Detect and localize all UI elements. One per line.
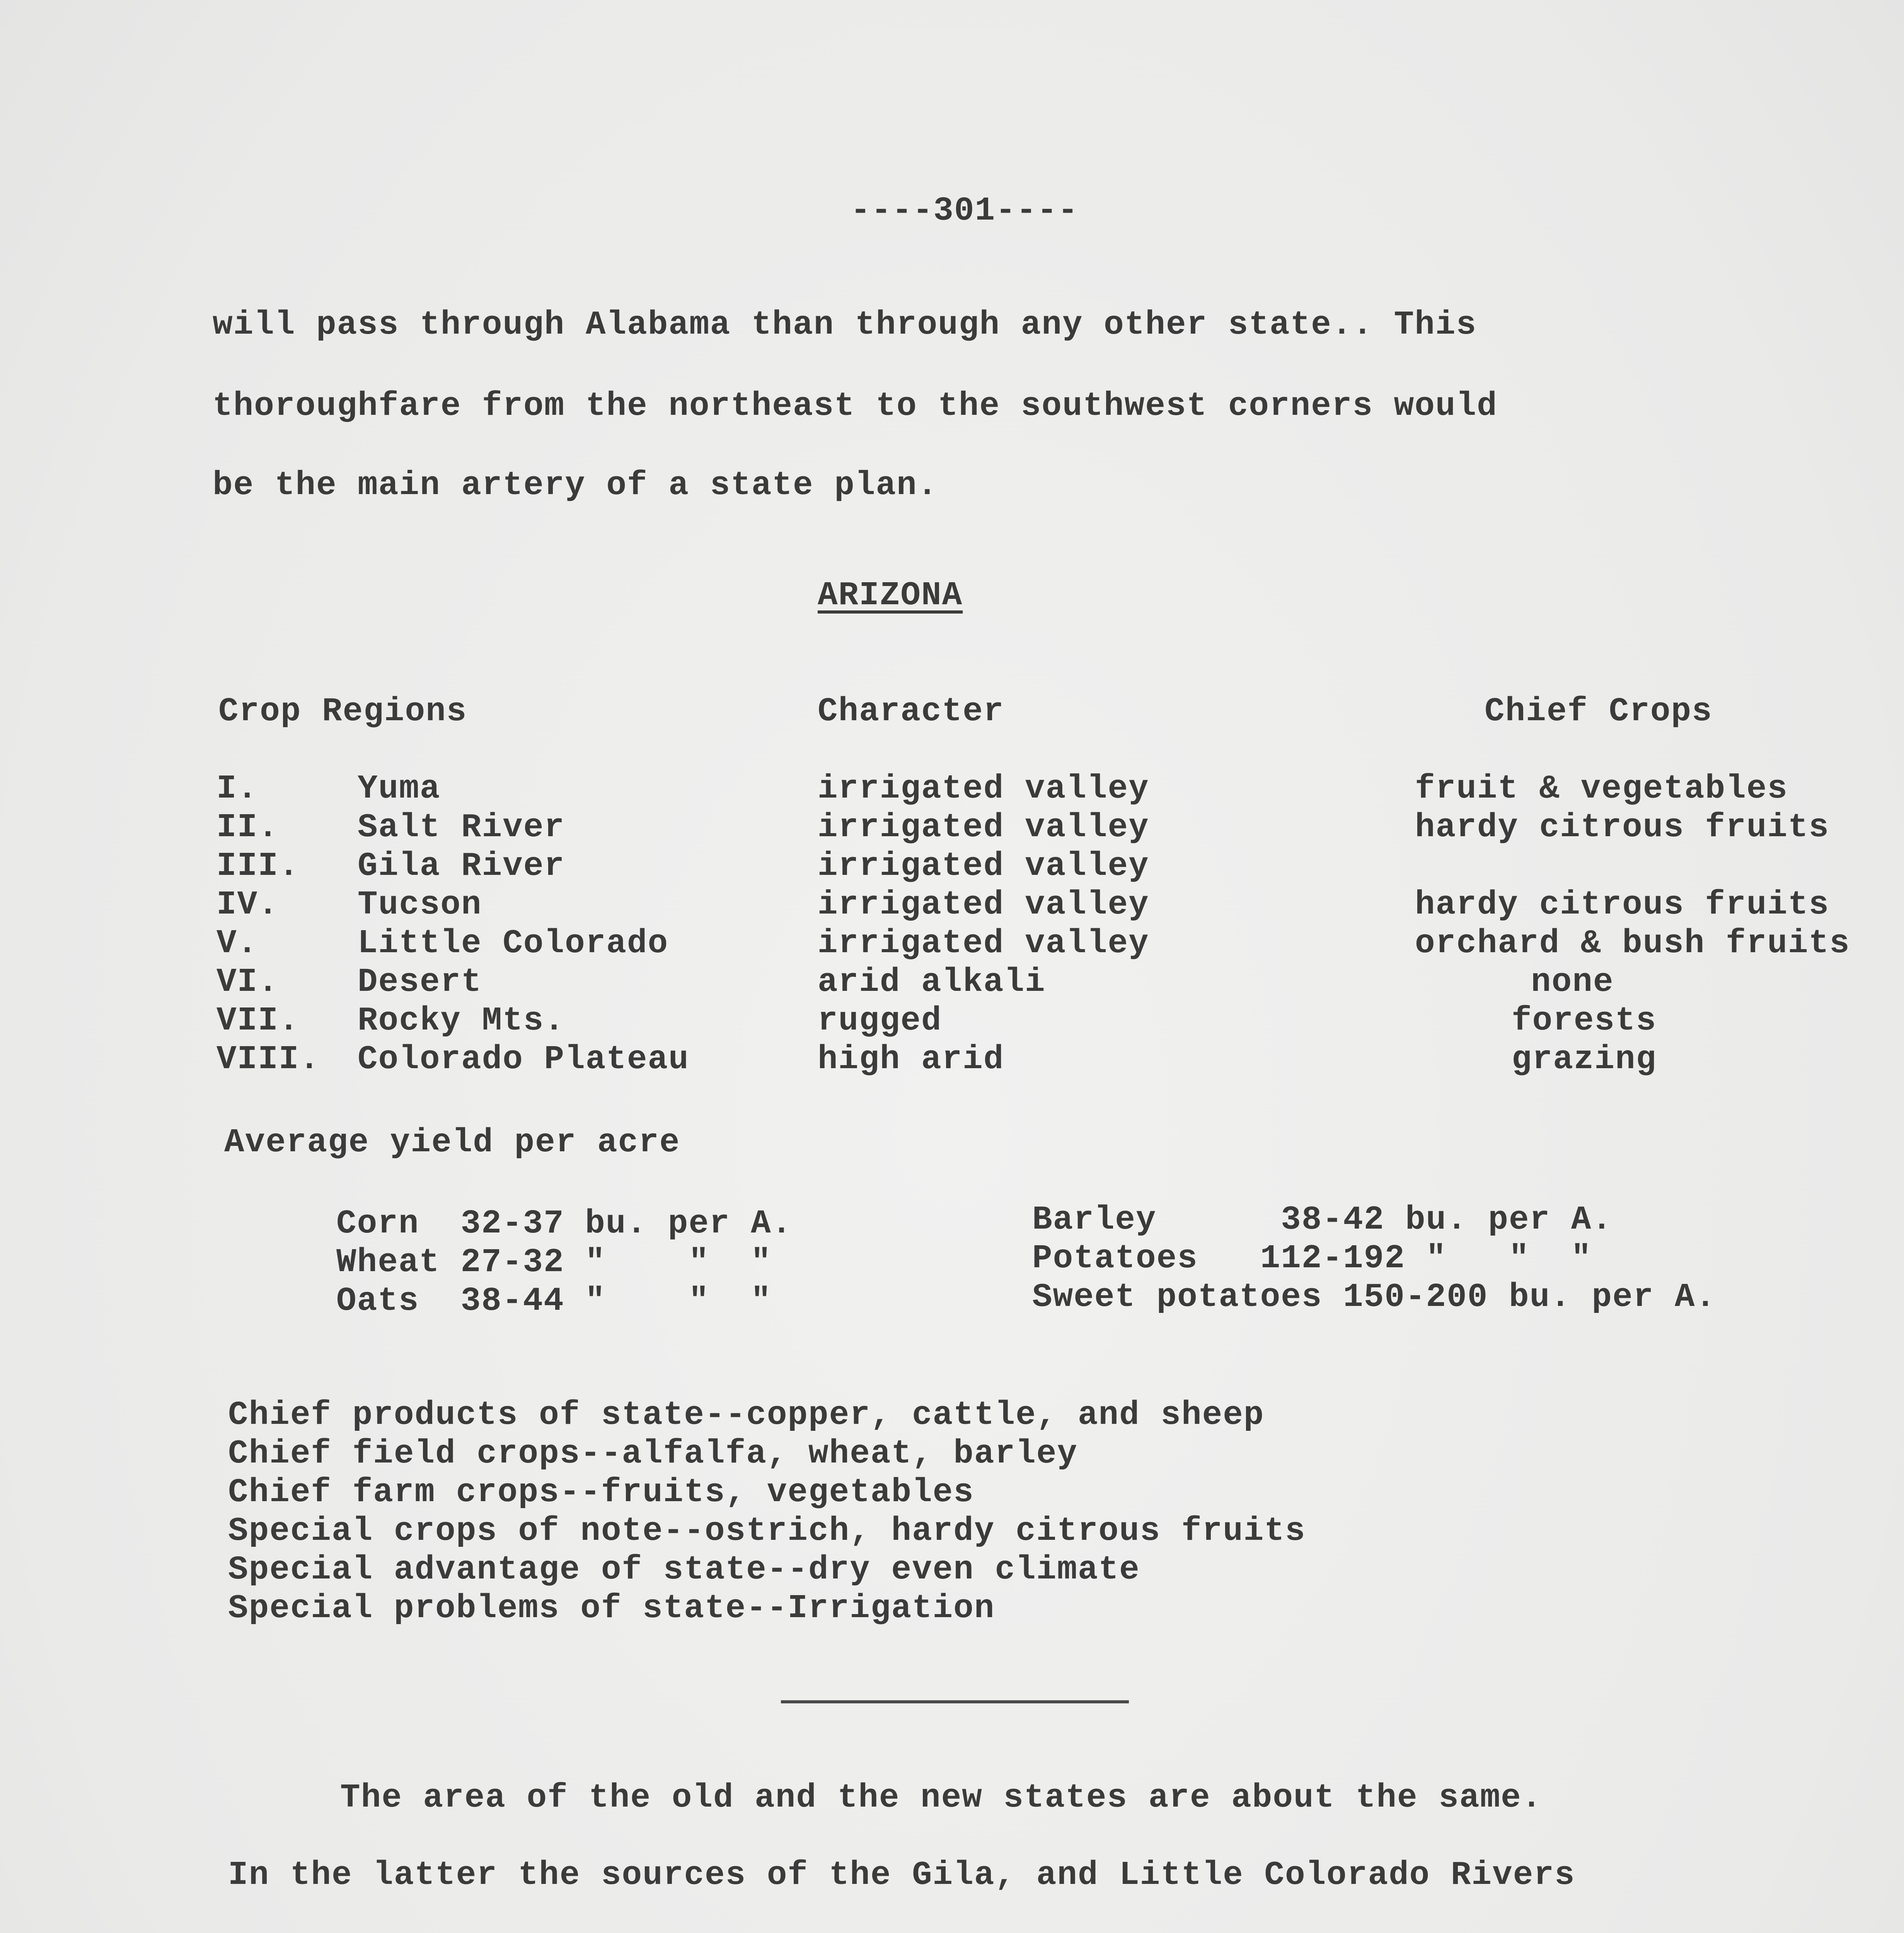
region-crops: none [1531,963,1614,1001]
page-number: ----301---- [851,192,1079,230]
fact-line: Special problems of state--Irrigation [228,1589,995,1627]
region-number: II. [216,808,279,846]
table-row [0,885,1904,924]
region-character: irrigated valley [818,847,1149,885]
region-number: IV. [216,886,279,924]
region-character: high arid [818,1040,1004,1078]
intro-line-2: thoroughfare from the northeast to the southwest corners would [213,387,1498,425]
region-character: irrigated valley [818,886,1149,924]
fact-line: Chief farm crops--fruits, vegetables [228,1473,974,1511]
yield-item: Potatoes 112-192 " " " [1032,1239,1592,1277]
region-crops: grazing [1512,1040,1657,1078]
region-character: irrigated valley [818,808,1149,846]
table-row [0,924,1904,963]
fact-line: Special advantage of state--dry even climate [228,1551,1140,1589]
yield-item: Corn 32-37 bu. per A. [336,1205,793,1243]
region-name: Desert [358,963,482,1001]
intro-line-1: will pass through Alabama than through any other state.. This [213,306,1477,344]
header-character: Character [818,692,1004,730]
yield-item: Wheat 27-32 " " " [336,1243,772,1281]
region-number: III. [216,847,300,885]
fact-line: Special crops of note--ostrich, hardy citrous fruits [228,1512,1306,1550]
region-character: arid alkali [818,963,1046,1001]
region-name: Salt River [358,808,565,846]
region-crops: hardy citrous fruits [1415,886,1830,924]
region-number: VI. [216,963,279,1001]
header-chief-crops: Chief Crops [1485,692,1713,730]
body-line: In the latter the sources of the Gila, and Little Colorado Rivers [228,1856,1575,1894]
region-name: Gila River [358,847,565,885]
region-number: VIII. [216,1040,320,1078]
yield-item: Barley 38-42 bu. per A. [1032,1201,1613,1239]
table-row [0,847,1904,885]
region-character: irrigated valley [818,770,1149,808]
region-number: I. [216,770,258,808]
fact-line: Chief products of state--copper, cattle, and sheep [228,1396,1265,1434]
header-crop-regions: Crop Regions [218,692,467,730]
region-crops: hardy citrous fruits [1415,808,1830,846]
region-crops: fruit & vegetables [1415,770,1788,808]
region-number: V. [216,924,258,962]
table-row [0,1040,1904,1079]
table-row [0,808,1904,847]
intro-line-3: be the main artery of a state plan. [213,466,938,504]
yield-label: Average yield per acre [224,1123,680,1161]
region-name: Colorado Plateau [358,1040,689,1078]
region-character: rugged [818,1002,942,1040]
region-crops: forests [1512,1002,1657,1040]
region-number: VII. [216,1002,300,1040]
section-divider [781,1700,1129,1703]
yield-item: Oats 38-44 " " " [336,1282,772,1320]
region-crops: orchard & bush fruits [1415,924,1850,962]
yield-item: Sweet potatoes 150-200 bu. per A. [1032,1278,1716,1316]
fact-line: Chief field crops--alfalfa, wheat, barley [228,1435,1078,1473]
table-row [0,769,1904,808]
region-name: Tucson [358,886,482,924]
table-row [0,963,1904,1001]
region-name: Yuma [358,770,441,808]
table-row [0,1001,1904,1040]
region-character: irrigated valley [818,924,1149,962]
region-name: Little Colorado [358,924,669,962]
region-name: Rocky Mts. [358,1002,565,1040]
section-heading: ARIZONA [818,576,963,614]
body-line: The area of the old and the new states are about the same. [340,1779,1543,1817]
